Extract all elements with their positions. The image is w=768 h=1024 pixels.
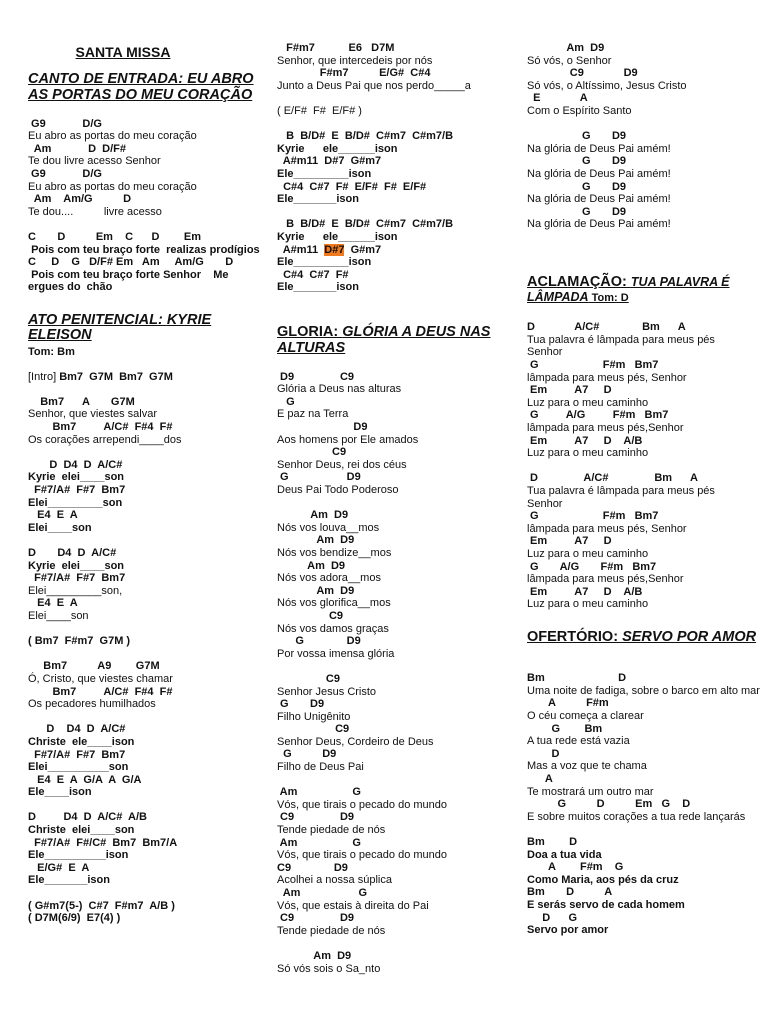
chord-line: D — [527, 747, 560, 760]
section-label: ACLAMAÇÃO: — [527, 273, 631, 290]
lyric-line: E paz na Terra — [277, 408, 349, 421]
spacer — [527, 611, 765, 624]
lyric-line: Senhor, que viestes salvar — [28, 408, 158, 421]
chord-line: C9 — [277, 723, 350, 736]
lyric-line: O céu começa a clarear — [527, 710, 644, 722]
spacer — [28, 218, 264, 231]
chord-line: E serás servo de cada homem — [527, 898, 685, 911]
chord-line: Elei_________son — [28, 496, 123, 509]
chord-line: F#7/A# F#7 Bm7 — [28, 748, 126, 761]
intro-line — [28, 371, 264, 384]
lyric-line: Só vós, o Altíssimo, Jesus Cristo — [527, 79, 687, 92]
chord-line: D D4 D A/C# — [28, 723, 126, 736]
chord-line: F#7/A# F#7 Bm7 — [28, 484, 126, 497]
lyric-line: Tua palavra é lâmpada para meus pés — [527, 485, 715, 497]
lyric-line: Tua palavra é lâmpada para meus pés — [527, 333, 715, 346]
chord-line: Pois com teu braço forte Senhor Me ergues do chão — [28, 268, 232, 294]
chord-line: C D Em C D Em — [28, 230, 201, 243]
chord-line: C9 D9 — [277, 861, 348, 874]
chord-line: C9 — [277, 672, 340, 685]
spacer — [28, 887, 264, 900]
chord-line: Ele__________ison — [28, 849, 129, 862]
lyric-line: lâmpada para meus pés, Senhor — [527, 371, 687, 384]
spacer — [527, 309, 765, 322]
lyric-line: lâmpada para meus pés, Senhor — [527, 522, 687, 535]
chord-line: C9 D9 — [527, 67, 638, 80]
chord-line: Am D D/F# — [28, 142, 126, 155]
spacer — [277, 306, 513, 319]
key-label: Tom: Bm — [28, 345, 75, 358]
spacer — [527, 244, 765, 257]
section-song-title: EU ABRO AS PORTAS DO MEU CORAÇÃO — [28, 71, 254, 103]
chord-line: E4 E A G/A A G/A — [28, 773, 142, 786]
section-label: CANTO DE ENTRADA: — [28, 71, 188, 87]
section-song-title: KYRIE ELEISON — [28, 311, 212, 343]
chord-line: D9 C9 — [277, 370, 355, 383]
lyric-line: Mas a voz que te chama — [527, 760, 647, 773]
chord-line: B B/D# E B/D# C#m7 C#m7/B — [277, 218, 454, 231]
chord-line: G D9 — [527, 180, 627, 193]
chord-line: C D G D/F# Em Am Am/G D — [28, 256, 234, 269]
intro-chords: Bm7 G7M Bm7 G7M — [59, 370, 173, 383]
chord-line: A F#m — [527, 697, 609, 710]
lyric-line: Senhor, que intercedeis por nós — [277, 54, 433, 67]
lyric-line: Elei_________son, — [28, 584, 123, 597]
chord-line: G D9 — [277, 471, 361, 484]
lyric-line: Com o Espírito Santo — [527, 104, 632, 117]
section-label: ATO PENITENCIAL: — [28, 311, 167, 328]
chord-line: E4 E A — [28, 597, 78, 610]
chord-line: A — [527, 772, 553, 785]
chord-line: G D Em G D — [527, 798, 691, 811]
lyric-line: Por vossa imensa glória — [277, 647, 395, 660]
lyric-line: Aos homens por Ele amados — [277, 433, 419, 446]
spacer — [28, 534, 264, 547]
lyric-line: Uma noite de fadiga, sobre o barco em alto mar — [527, 684, 760, 697]
section-heading — [28, 72, 264, 103]
intro-label: [Intro] — [28, 370, 60, 383]
section-heading — [527, 275, 765, 307]
chord-line: Am G — [277, 836, 361, 849]
chord-line: Em A7 D A/B — [527, 585, 643, 598]
spacer — [277, 294, 513, 307]
chord-line: Bm7 A/C# F#4 F# — [28, 421, 173, 434]
lyric-line: Luz para o meu caminho — [527, 447, 649, 460]
lyric-line: A tua rede está vazia — [527, 735, 630, 748]
chord-line: Bm D — [527, 835, 578, 848]
column-2 — [277, 0, 513, 975]
spacer — [527, 118, 765, 131]
chord-line: Em A7 D A/B — [527, 434, 643, 447]
chord-line: G D9 — [277, 748, 337, 761]
lyric-line: Eu abro as portas do meu coração — [28, 180, 197, 193]
lyric-line: Te dou.... livre acesso — [28, 205, 162, 218]
chord-line: Ele_______ison — [277, 193, 359, 206]
lyric-line: Vós, que tirais o pecado do mundo — [277, 849, 448, 862]
chord-line: Ele_________ison — [277, 167, 372, 180]
chord-line: E4 E A — [28, 509, 78, 522]
chord-line: Am Am/G D — [28, 193, 132, 206]
lyric-line: Na glória de Deus Pai amém! — [527, 218, 671, 231]
spacer — [527, 660, 765, 673]
chord-line: G F#m Bm7 — [527, 359, 659, 372]
chord-line: Bm7 A9 G7M — [28, 660, 160, 673]
lyric-line: Te dou livre acesso Senhor — [28, 155, 161, 168]
chord-line: F#m7 E/G# C#4 — [277, 67, 431, 80]
spacer — [28, 799, 264, 812]
lyric-line: Nós vos adora__mos — [277, 572, 381, 585]
spacer — [28, 711, 264, 724]
chord-line: G A/G F#m Bm7 — [527, 560, 657, 573]
chord-line: G D9 — [527, 130, 627, 143]
spacer — [527, 231, 765, 244]
chord-line: Ele_________ison — [277, 256, 372, 269]
section-heading — [28, 313, 264, 344]
chord-line: Ele_______ison — [28, 874, 110, 887]
chord-line: Kyrie elei____son — [28, 471, 125, 484]
column-3 — [527, 0, 765, 937]
chord-line: G F#m Bm7 — [527, 510, 659, 523]
chord-line: G9 D/G — [28, 117, 102, 130]
chord-line: G A/G F#m Bm7 — [527, 409, 669, 422]
key-label: Tom: D — [588, 292, 629, 305]
chord-line: Bm7 A G7M — [28, 395, 135, 408]
chord-line: Christe elei____son — [28, 824, 135, 837]
lyric-line: Só vós, o Senhor — [527, 54, 612, 67]
chord-line: Ele____ison — [28, 786, 92, 799]
lyric-line: Senhor Deus, rei dos céus — [277, 458, 407, 471]
chord-line: Kyrie ele______ison — [277, 142, 398, 155]
chord-line: G Bm — [527, 722, 603, 735]
spacer — [527, 823, 765, 836]
lyric-line: Junto a Deus Pai que nos perdo_____a — [277, 79, 471, 92]
lyric-line: Vós, que tirais o pecado do mundo — [277, 798, 448, 811]
lyric-line: ( E/F# F# E/F# ) — [277, 104, 362, 117]
chord-line: Am D9 — [277, 534, 355, 547]
lyric-line: lâmpada para meus pés,Senhor — [527, 573, 684, 586]
chord-line: B B/D# E B/D# C#m7 C#m7/B — [277, 130, 454, 143]
lyric-line: Senhor — [527, 497, 563, 510]
chord-line: G D9 — [527, 155, 627, 168]
chord-line: Am D9 — [277, 509, 349, 522]
spacer — [527, 647, 765, 660]
chord-line: F#7/A# F#/C# Bm7 Bm7/A — [28, 836, 178, 849]
section-song-title: GLÓRIA A DEUS NAS ALTURAS — [277, 324, 491, 356]
section-song-title: SERVO POR AMOR — [622, 628, 757, 645]
chord-line: Am D9 — [527, 42, 605, 54]
lyric-line: E sobre muitos corações a tua rede lançarás — [527, 810, 746, 823]
lyric-line: Deus Pai Todo Poderoso — [277, 484, 399, 496]
chord-line: G9 D/G — [28, 167, 102, 180]
section-label: OFERTÓRIO: — [527, 628, 623, 645]
chord-line: C9 D9 — [277, 811, 355, 824]
spacer — [28, 383, 264, 396]
section-heading — [277, 325, 513, 356]
spacer — [277, 358, 513, 371]
spacer — [277, 937, 513, 950]
column-1 — [28, 0, 264, 925]
chord-line: D D4 D A/C# — [28, 547, 117, 559]
lyric-line: Luz para o meu caminho — [527, 396, 649, 409]
lyric-line: Senhor — [527, 346, 563, 359]
chord-line: G D9 — [277, 698, 325, 711]
chord-line: Doa a tua vida — [527, 848, 602, 861]
chord-line: Servo por amor — [527, 924, 609, 937]
spacer — [277, 497, 513, 510]
spacer — [527, 460, 765, 473]
lyric-line: Os corações arrependi____dos — [28, 433, 182, 446]
lyric-line: Tende piedade de nós — [277, 924, 386, 937]
chord-line: Am G — [277, 887, 368, 899]
chord-line: ( D7M(6/9) E7(4) ) — [28, 912, 121, 925]
spacer — [28, 105, 264, 118]
chord-line: A#m11 D#7 G#m7 — [277, 243, 382, 256]
chord-line: ( Bm7 F#m7 G7M ) — [28, 635, 131, 648]
chord-line: G D9 — [527, 205, 627, 218]
highlighted-chord: D#7 — [324, 243, 345, 256]
chord-line: D9 — [277, 421, 368, 434]
lyric-line: Na glória de Deus Pai amém! — [527, 167, 671, 180]
chord-line: Am D9 — [277, 584, 355, 597]
lyric-line: Nós vos glorifica__mos — [277, 597, 391, 610]
chord-line: Am D9 — [277, 949, 352, 962]
chord-line: C9 — [277, 609, 344, 622]
chord-line: Christe ele____ison — [28, 735, 135, 748]
lyric-line: Luz para o meu caminho — [527, 547, 649, 560]
chord-line: D G — [527, 911, 578, 924]
chord-line: A F#m G — [527, 861, 624, 874]
chord-line: Am D9 — [277, 559, 346, 572]
chord-line: Pois com teu braço forte realizas prodígios — [28, 243, 260, 256]
chord-line: C#4 C#7 F# E/F# F# E/F# — [277, 180, 427, 193]
lyric-line: Senhor Jesus Cristo — [277, 685, 377, 698]
lyric-line: Nós vos louva__mos — [277, 521, 380, 534]
chord-line: Elei____son — [28, 521, 92, 534]
chord-line: Bm7 A/C# F#4 F# — [28, 685, 173, 698]
lyric-line: Vós, que estais à direita do Pai — [277, 899, 429, 912]
chord-line: Como Maria, aos pés da cruz — [527, 873, 679, 886]
lyric-line: Filho Unigênito — [277, 710, 351, 723]
lyric-line: Acolhei a nossa súplica — [277, 874, 392, 887]
chord-line: Am G — [277, 786, 361, 799]
spacer — [277, 118, 513, 131]
chord-line: G D9 — [277, 635, 361, 648]
chord-line: C#4 C#7 F# — [277, 268, 349, 281]
page-title: SANTA MISSA — [75, 44, 171, 60]
spacer — [28, 294, 264, 307]
chord-line: D D4 D A/C# A/B — [28, 811, 147, 824]
chord-line: D A/C# Bm A — [527, 472, 698, 485]
lyric-line: Filho de Deus Pai — [277, 761, 364, 774]
chord-line: G — [277, 395, 295, 408]
spacer — [28, 446, 264, 459]
chord-line: A#m11 D#7 G#m7 — [277, 155, 382, 168]
lyric-line: Glória a Deus nas alturas — [277, 383, 402, 396]
spacer — [28, 623, 264, 636]
chord-line: D A/C# Bm A — [527, 321, 686, 334]
chord-line: C9 D9 — [277, 912, 355, 925]
chord-line: E A — [527, 92, 588, 105]
chord-line: D D4 D A/C# — [28, 458, 123, 471]
section-song-title: TUA PALAVRA É LÂMPADA — [527, 274, 730, 305]
lyric-line: Eu abro as portas do meu coração — [28, 130, 197, 143]
lyric-line: Os pecadores humilhados — [28, 698, 156, 711]
spacer — [277, 206, 513, 219]
lyric-line: Nós vos damos graças — [277, 622, 389, 635]
lyric-line: Tende piedade de nós — [277, 824, 386, 837]
chord-line: Elei__________son — [28, 761, 129, 774]
chord-line: Bm D A — [527, 886, 613, 899]
lyric-line: Luz para o meu caminho — [527, 598, 649, 611]
chord-line: F#m7 E6 D7M — [277, 42, 395, 54]
chord-line: F#7/A# F#7 Bm7 — [28, 572, 126, 585]
spacer — [28, 358, 264, 371]
spacer — [277, 660, 513, 673]
chord-line: Kyrie elei____son — [28, 559, 125, 572]
chord-line: Em A7 D — [527, 384, 612, 397]
spacer — [28, 648, 264, 661]
lyric-line: Na glória de Deus Pai amém! — [527, 193, 671, 206]
lyric-line: Na glória de Deus Pai amém! — [527, 142, 671, 155]
chord-line: ( G#m7(5-) C#7 F#m7 A/B ) — [28, 899, 175, 912]
lyric-line: Só vós sois o Sa_nto — [277, 962, 381, 975]
chord-line: Em A7 D — [527, 535, 612, 548]
spacer — [277, 92, 513, 105]
lyric-line: Elei____son — [28, 609, 89, 622]
section-heading — [527, 630, 765, 646]
section-label: GLORIA: — [277, 324, 343, 341]
lyric-line: Te mostrará um outro mar — [527, 785, 654, 798]
lyric-line: Nós vos bendize__mos — [277, 546, 392, 559]
spacer — [277, 774, 513, 787]
chord-line: Bm D — [527, 672, 627, 685]
lyric-line: lâmpada para meus pés,Senhor — [527, 422, 684, 435]
spacer — [527, 256, 765, 269]
chord-line: Ele_______ison — [277, 281, 359, 294]
chord-line: Kyrie ele______ison — [277, 230, 398, 243]
lyric-line: Senhor Deus, Cordeiro de Deus — [277, 735, 434, 748]
chord-line: E/G# E A — [28, 861, 90, 874]
lyric-line: Ó, Cristo, que viestes chamar — [28, 672, 173, 685]
chord-line: C9 — [277, 446, 347, 459]
